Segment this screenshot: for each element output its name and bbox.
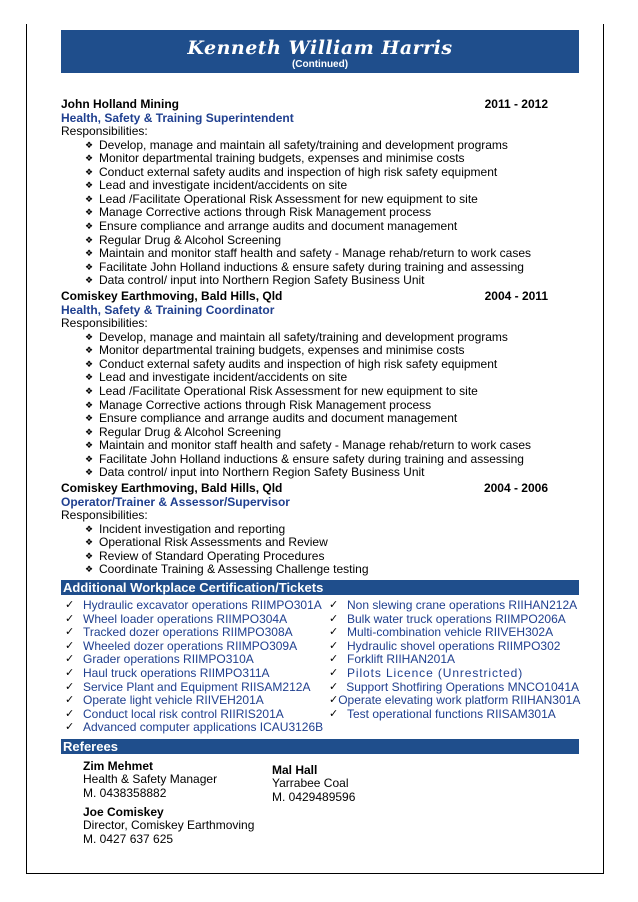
job-dates: 2004 - 2006 [483, 481, 548, 496]
certifications-grid [61, 599, 579, 735]
responsibility-text: Develop, manage and maintain all safety/training and development programs [99, 137, 508, 152]
list-item [85, 550, 579, 564]
certification-text: Support Shotfiring Operations MNCO1041A [346, 679, 579, 694]
diamond-bullet-icon: ❖ [85, 261, 94, 272]
referee-name: Mal Hall [272, 762, 318, 777]
responsibility-text: Ensure compliance and arrange audits and document management [99, 411, 458, 426]
responsibility-text: Conduct external safety audits and inspection of high risk safety equipment [99, 164, 498, 179]
responsibility-text: Manage Corrective actions through Risk Management process [99, 205, 432, 220]
list-item [85, 523, 579, 537]
responsibilities-list [61, 331, 579, 481]
certification-text: Hydraulic shovel operations RIIMPO302 [347, 638, 561, 653]
list-item [85, 152, 579, 166]
diamond-bullet-icon: ❖ [85, 180, 94, 191]
list-item [85, 466, 579, 480]
job-dates: 2004 - 2011 [484, 289, 548, 304]
checkmark-icon: ✓ [65, 639, 75, 652]
list-item [65, 653, 329, 667]
diamond-bullet-icon: ❖ [85, 467, 94, 478]
diamond-bullet-icon: ❖ [85, 275, 94, 286]
list-item [65, 667, 329, 681]
checkmark-icon: ✓ [329, 612, 339, 625]
checkmark-icon: ✓ [65, 721, 75, 734]
responsibility-text: Maintain and monitor staff health and safety - Manage rehab/return to work cases [99, 438, 532, 453]
certification-text: Tracked dozer operations RIIMPO308A [83, 625, 293, 640]
list-item [329, 599, 579, 613]
referees-list [61, 760, 579, 852]
list-item [85, 331, 579, 345]
responsibility-text: Lead and investigate incident/accidents on site [99, 370, 348, 385]
responsibilities-label: Responsibilities: [61, 508, 148, 523]
checkmark-icon: ✓ [329, 680, 339, 693]
list-item [329, 613, 579, 627]
list-item [329, 640, 579, 654]
certification-text: Bulk water truck operations RIIMPO206A [347, 611, 566, 626]
responsibilities-label: Responsibilities: [61, 124, 148, 138]
checkmark-icon: ✓ [329, 639, 339, 652]
diamond-bullet-icon: ❖ [85, 523, 94, 534]
diamond-bullet-icon: ❖ [85, 193, 94, 204]
checkmark-icon: ✓ [65, 680, 75, 693]
job-company: Comiskey Earthmoving, Bald Hills, Qld [61, 289, 283, 304]
certification-text: Non slewing crane operations RIIHAN212A [347, 597, 578, 612]
list-item [85, 247, 579, 261]
list-item [85, 426, 579, 440]
checkmark-icon: ✓ [65, 598, 75, 611]
job-heading [61, 290, 579, 304]
list-item [85, 536, 579, 550]
job-company: John Holland Mining [61, 97, 179, 111]
list-item [65, 681, 329, 695]
list-item [65, 721, 329, 735]
certification-text: Test operational functions RIISAM301A [347, 706, 556, 721]
certification-text: Forklift RIIHAN201A [347, 652, 456, 667]
list-item [85, 166, 579, 180]
responsibility-text: Lead and investigate incident/accidents on site [99, 178, 348, 193]
responsibility-text: Lead /Facilitate Operational Risk Assessment for new equipment to site [99, 191, 478, 206]
certification-text: Multi-combination vehicle RIIVEH302A [347, 625, 554, 640]
certifications-right-column [329, 599, 579, 735]
responsibility-text: Lead /Facilitate Operational Risk Assessment for new equipment to site [99, 383, 478, 398]
list-item [85, 220, 579, 234]
list-item [85, 358, 579, 372]
list-item [85, 371, 579, 385]
responsibility-text: Maintain and monitor staff health and safety - Manage rehab/return to work cases [99, 246, 532, 261]
checkmark-icon: ✓ [65, 626, 75, 639]
job-dates: 2011 - 2012 [484, 97, 548, 111]
list-item [65, 613, 329, 627]
referee [83, 760, 272, 801]
diamond-bullet-icon: ❖ [85, 166, 94, 177]
checkmark-icon: ✓ [65, 694, 75, 707]
diamond-bullet-icon: ❖ [85, 345, 94, 356]
list-item [85, 563, 579, 577]
employment-history [61, 98, 579, 577]
job-title: Operator/Trainer & Assessor/Supervisor [61, 494, 290, 509]
list-item [85, 261, 579, 275]
responsibility-text: Ensure compliance and arrange audits and document management [99, 219, 458, 234]
responsibility-text: Incident investigation and reporting [99, 521, 286, 536]
diamond-bullet-icon: ❖ [85, 331, 94, 342]
list-item [65, 626, 329, 640]
diamond-bullet-icon: ❖ [85, 440, 94, 451]
responsibilities-list [61, 523, 579, 577]
list-item [85, 399, 579, 413]
certification-text: Hydraulic excavator operations RIIMPO301A [83, 597, 322, 612]
job-title: Health, Safety & Training Coordinator [61, 302, 275, 317]
diamond-bullet-icon: ❖ [85, 153, 94, 164]
list-item [85, 179, 579, 193]
certification-text: Wheeled dozer operations RIIMPO309A [83, 638, 298, 653]
job-company: Comiskey Earthmoving, Bald Hills, Qld [61, 481, 283, 496]
list-item [85, 206, 579, 220]
list-item [65, 708, 329, 722]
certification-text: Advanced computer applications ICAU3126B [83, 720, 324, 735]
header-subtitle: (Continued) [291, 59, 349, 70]
referee-role: Yarrabee Coal [272, 776, 349, 791]
diamond-bullet-icon: ❖ [85, 453, 94, 464]
referee-name: Zim Mehmet [83, 758, 154, 773]
job-entry [61, 290, 579, 480]
certifications-heading: Additional Workplace Certification/Tickets [61, 580, 579, 595]
referee-phone: M. 0438358882 [83, 786, 167, 801]
checkmark-icon: ✓ [329, 626, 339, 639]
list-item [85, 193, 579, 207]
diamond-bullet-icon: ❖ [85, 564, 94, 575]
diamond-bullet-icon: ❖ [85, 221, 94, 232]
resume-content [61, 98, 579, 851]
diamond-bullet-icon: ❖ [85, 248, 94, 259]
list-item [85, 439, 579, 453]
checkmark-icon: ✓ [65, 612, 75, 625]
job-heading [61, 482, 579, 496]
candidate-name: Kenneth William Harris [187, 37, 453, 59]
responsibilities-label: Responsibilities: [61, 316, 148, 331]
diamond-bullet-icon: ❖ [85, 234, 94, 245]
responsibility-text: Data control/ input into Northern Region Safety Business Unit [99, 273, 425, 288]
diamond-bullet-icon: ❖ [85, 399, 94, 410]
responsibility-text: Data control/ input into Northern Region Safety Business Unit [99, 465, 425, 480]
referee-role: Health & Safety Manager [83, 772, 218, 787]
responsibility-text: Develop, manage and maintain all safety/training and development programs [99, 329, 508, 344]
list-item [65, 640, 329, 654]
responsibility-text: Operational Risk Assessments and Review [99, 535, 328, 550]
list-item [85, 344, 579, 358]
job-entry [61, 98, 579, 288]
diamond-bullet-icon: ❖ [85, 372, 94, 383]
referee-role: Director, Comiskey Earthmoving [83, 818, 255, 833]
responsibility-text: Conduct external safety audits and inspection of high risk safety equipment [99, 356, 498, 371]
responsibility-text: Facilitate John Holland inductions & ensure safety during training and assessing [99, 451, 524, 466]
list-item [329, 626, 579, 640]
list-item [85, 453, 579, 467]
certification-text: Operate elevating work platform RIIHAN301A [338, 693, 581, 708]
certification-text: Conduct local risk control RIIRIS201A [83, 706, 284, 721]
responsibility-text: Monitor departmental training budgets, expenses and minimise costs [99, 151, 465, 166]
checkmark-icon: ✓ [65, 707, 75, 720]
diamond-bullet-icon: ❖ [85, 207, 94, 218]
checkmark-icon: ✓ [65, 653, 75, 666]
checkmark-icon: ✓ [65, 666, 75, 679]
certification-text: Grader operations RIIMPO310A [83, 652, 254, 667]
list-item [85, 234, 579, 248]
checkmark-icon: ✓ [329, 707, 339, 720]
job-heading [61, 98, 579, 112]
list-item [85, 412, 579, 426]
certification-text: Haul truck operations RIIMPO311A [83, 665, 270, 680]
certifications-left-column [61, 599, 329, 735]
checkmark-icon: ✓ [329, 694, 339, 707]
diamond-bullet-icon: ❖ [85, 385, 94, 396]
checkmark-icon: ✓ [329, 666, 339, 679]
list-item [85, 274, 579, 288]
referee [83, 806, 272, 847]
referees-right-column [272, 760, 355, 852]
job-title: Health, Safety & Training Superintendent [61, 110, 294, 125]
list-item [85, 385, 579, 399]
list-item [65, 599, 329, 613]
checkmark-icon: ✓ [329, 598, 339, 611]
referee-phone: M. 0427 637 625 [83, 831, 174, 846]
list-item [85, 139, 579, 153]
responsibility-text: Review of Standard Operating Procedures [99, 548, 325, 563]
diamond-bullet-icon: ❖ [85, 413, 94, 424]
list-item [329, 653, 579, 667]
referee-name: Joe Comiskey [83, 804, 164, 819]
list-item [329, 694, 579, 708]
responsibility-text: Regular Drug & Alcohol Screening [99, 424, 282, 439]
list-item [329, 708, 579, 722]
checkmark-icon: ✓ [329, 653, 339, 666]
certification-text: Service Plant and Equipment RIISAM212A [83, 679, 311, 694]
referees-heading: Referees [61, 739, 579, 754]
certification-text: Wheel loader operations RIIMPO304A [83, 611, 288, 626]
diamond-bullet-icon: ❖ [85, 358, 94, 369]
certification-text: Operate light vehicle RIIVEH201A [83, 693, 264, 708]
diamond-bullet-icon: ❖ [85, 139, 94, 150]
list-item [65, 694, 329, 708]
job-entry [61, 482, 579, 577]
responsibility-text: Regular Drug & Alcohol Screening [99, 232, 282, 247]
diamond-bullet-icon: ❖ [85, 426, 94, 437]
certification-text: Pilots Licence (Unrestricted) [347, 665, 524, 680]
responsibility-text: Coordinate Training & Assessing Challenge testing [99, 562, 369, 577]
referee-phone: M. 0429489596 [272, 790, 356, 805]
referee [272, 764, 355, 805]
list-item [329, 681, 579, 695]
responsibility-text: Facilitate John Holland inductions & ensure safety during training and assessing [99, 259, 524, 274]
list-item [329, 667, 579, 681]
responsibilities-list [61, 139, 579, 289]
diamond-bullet-icon: ❖ [85, 550, 94, 561]
responsibility-text: Monitor departmental training budgets, expenses and minimise costs [99, 343, 465, 358]
diamond-bullet-icon: ❖ [85, 537, 94, 548]
referees-left-column [61, 760, 272, 852]
responsibility-text: Manage Corrective actions through Risk Management process [99, 397, 432, 412]
header-band [61, 30, 579, 73]
